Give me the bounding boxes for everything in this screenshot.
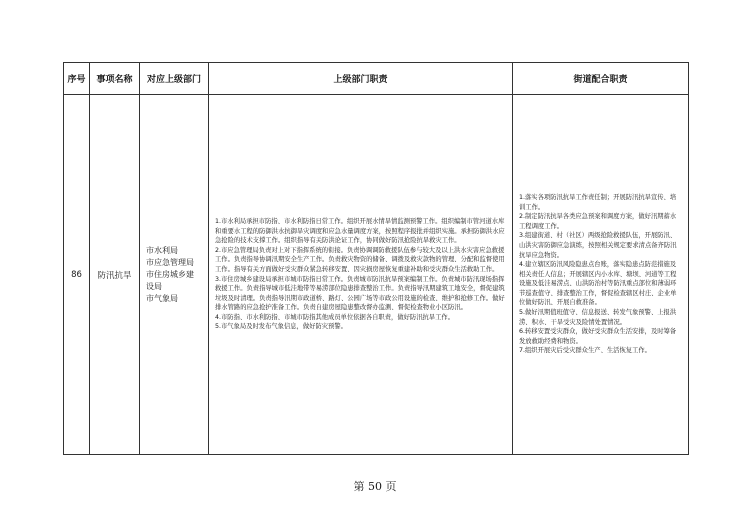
street-duty-item: 6.转移安置受灾群众，做好受灾群众生活安排，及时筹备发放救助经费和物资。	[519, 328, 677, 345]
header-number: 序号	[64, 63, 90, 95]
street-duty-item: 7.组织开展灾后受灾群众生产、生活恢复工作。	[519, 347, 651, 355]
department-line: 市水利局	[146, 245, 178, 255]
row-departments	[140, 95, 209, 455]
street-duty-item: 1.落实各项防汛抗旱工作责任制；开展防汛抗旱宣传、培训工作。	[519, 193, 677, 211]
street-duty-item: 2.制定防汛抗旱各类应急预案和调度方案，做好汛期蓄水工程调度工作。	[519, 213, 677, 230]
header-upper-duties: 上级部门职责	[209, 63, 513, 95]
upper-duty-item: 1.市水利局承担市防指、市水利防指日常工作。组织开展水情旱情监测预警工作。组织编制市管河道水库和重要水工程的防御洪水抗御旱灾调度和应急水量调度方案，按照程序报批并组织实施。承担防御洪水应急抢险的技术支撑工作。组织指导有关防洪论证工作，协同做好防汛抢险抗旱救灾工作。	[215, 217, 505, 245]
upper-duty-item: 3.市住房城乡建设局承担市城市防指日常工作。负责城市防汛抗旱预案编制工作。负责城市防汛现场指挥救援工作。负责指导城市低洼地带等易涝部位隐患排查整治工作。负责指导汛期建筑工地安全，督促建筑垃圾及时清理。负责指导汛期市政道桥、路灯、公园广场等市政公用设施的检查、维护和抢修工作。做好排水管路的应急抢护准备工作。负责自建房屋隐患整改督办监测、督促检查物业小区防汛。	[215, 275, 505, 312]
row-upper-duties	[209, 95, 513, 455]
department-line: 设局	[146, 281, 162, 291]
page-number: 第 50 页	[353, 480, 397, 493]
upper-duty-item: 2.市应急管理局负责对上对下指挥系统的衔接。负责协调调防救援队伍参与较大及以上洪水灾害应急救援工作。负责指导协调汛期安全生产工作。负责救灾物资的储备、调拨及救灾款物的管理、分配和监督使用工作。指导有关方面做好受灾群众紧急转移安置、因灾损房屋恢复重建补助和受灾群众生活救助工作。	[215, 246, 505, 273]
row-item-name: 防汛抗旱	[90, 95, 140, 455]
row-number: 86	[64, 95, 90, 455]
header-department: 对应上级部门	[140, 63, 209, 95]
header-street-duties: 街道配合职责	[513, 63, 689, 95]
table-header-row	[64, 63, 689, 95]
row-street-duties	[513, 95, 689, 455]
street-duty-item: 5.做好汛期值班值守、信息报送、转发气象预警、上报洪涝、积水、干旱受灾及险情处置情况。	[519, 309, 677, 326]
table-row	[64, 95, 689, 455]
department-line: 市应急管理局	[146, 257, 194, 267]
duties-table	[63, 62, 689, 455]
header-item-name: 事项名称	[90, 63, 140, 95]
department-line: 市气象局	[146, 293, 178, 303]
upper-duty-item: 5.市气象局及时发布气象信息，做好防灾预警。	[215, 323, 347, 331]
street-duty-item: 4.建立辖区防汛风险隐患点台账，落实隐患点防范措施及相关责任人信息；开展辖区内小水库、塘坝、河道等工程设施及低洼易涝点、山洪防治村等防汛重点部位和薄弱环节巡查值守、排查整治工作，督促检查辖区村庄、企业单位做好防汛、开展自救准备。	[519, 261, 677, 307]
upper-duty-item: 4.市防指、市水利防指、市城市防指其他成员单位依据各自职责，做好防汛抗旱工作。	[215, 313, 454, 321]
street-duty-item: 3.组建街道、村（社区）两级抢险救援队伍，开展防汛、山洪灾害防御应急演练，按照相关规定要求清点备齐防汛抗旱应急物资。	[519, 232, 677, 259]
department-line: 市住房城乡建	[146, 269, 194, 279]
